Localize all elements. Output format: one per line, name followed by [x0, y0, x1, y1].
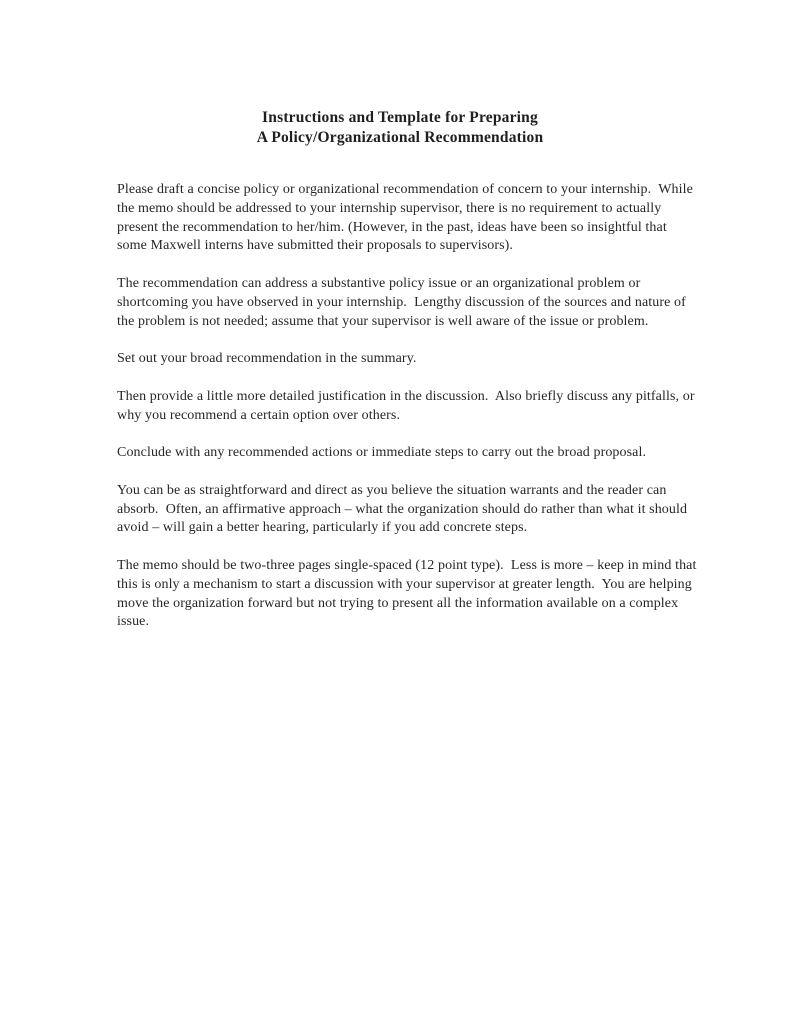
- memo-paragraph-conclusion: Conclude with any recommended actions or immediate steps to carry out the broad proposal.: [117, 445, 647, 461]
- document-body: [117, 181, 701, 651]
- memo-paragraph-discussion: Then provide a little more detailed justification in the discussion. Also briefly discuss any pitfalls, or why you recommend a certain option over others.: [117, 388, 699, 423]
- document-title-line-1: Instructions and Template for Preparing: [262, 109, 538, 126]
- memo-paragraph-scope: The recommendation can address a substantive policy issue or an organizational problem or shortcoming you have observed in your internship. Lengthy discussion of the sources and nature of the problem is not needed; assume that your supervisor is well aware of the issue or problem.: [117, 275, 690, 329]
- memo-paragraph-length: The memo should be two-three pages single-spaced (12 point type). Less is more – keep in mind that this is only a mechanism to start a discussion with your supervisor at greater length. You are helping move the organization forward but not trying to present all the information available on a complex issue.: [117, 557, 701, 630]
- memo-paragraph-summary: Set out your broad recommendation in the summary.: [117, 351, 417, 367]
- document-title-line-2: A Policy/Organizational Recommendation: [256, 129, 544, 146]
- memo-paragraph-intro: Please draft a concise policy or organizational recommendation of concern to your internship. While the memo should be addressed to your internship supervisor, there is no requirement to actually present the recommendation to her/him. (However, in the past, ideas have been so insightful that some Maxwell interns have submitted their proposals to supervisors).: [117, 182, 697, 254]
- memo-paragraph-tone: You can be as straightforward and direct as you believe the situation warrants and the reader can absorb. Often, an affirmative approach – what the organization should do rather than what it should avoid – will gain a better hearing, particularly if you add concrete steps.: [117, 482, 691, 536]
- document-title: [0, 108, 800, 148]
